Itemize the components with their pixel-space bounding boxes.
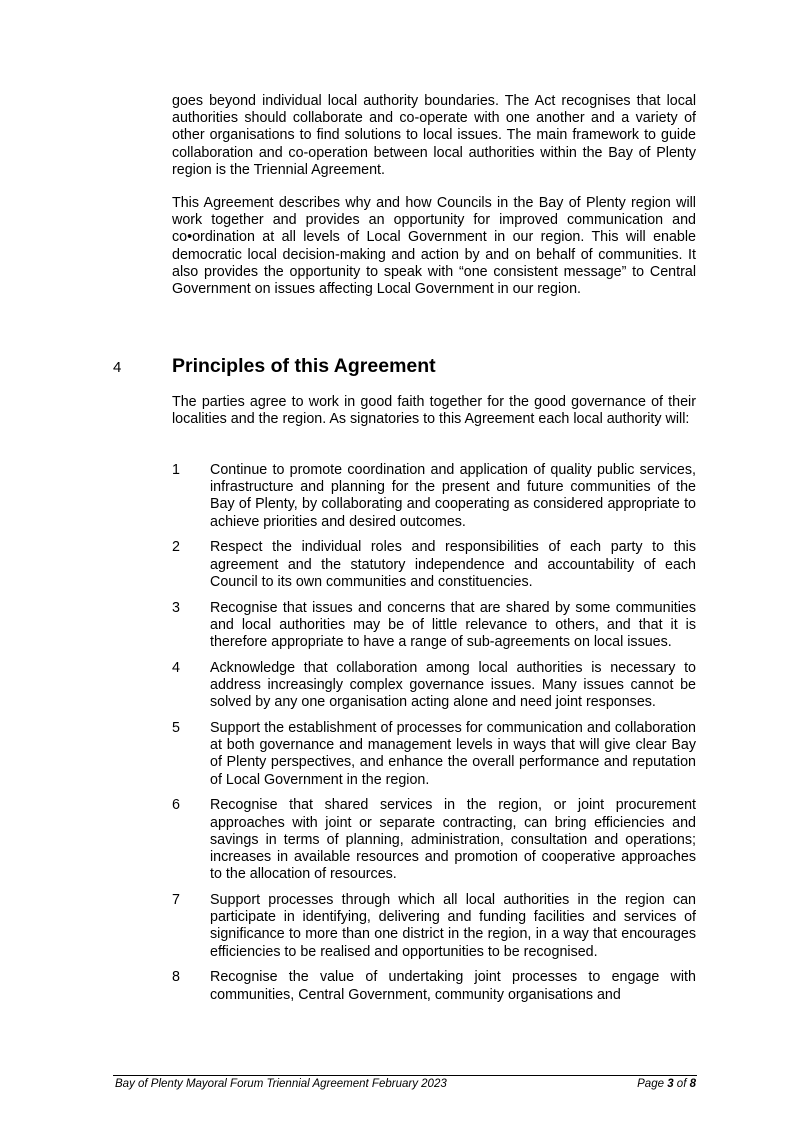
body-paragraph-2: This Agreement describes why and how Councils in the Bay of Plenty region will work together and provides an opportunity for improved communication and co•ordination at all levels of Local Government in our region. This will enable democratic local decision-making and action by and on behalf of communities. It also provides the opportunity to speak with “one consistent message” to Central Government on issues affecting Local Government in our region. — [172, 195, 696, 298]
page-label: Page — [637, 1078, 664, 1090]
list-item-number: 3 — [172, 599, 180, 616]
footer-page-number — [637, 1078, 696, 1090]
section-number: 4 — [113, 359, 122, 376]
list-item-number: 5 — [172, 720, 180, 737]
footer-title: Bay of Plenty Mayoral Forum Triennial Agreement February 2023 — [115, 1078, 447, 1090]
list-item-text: Continue to promote coordination and application of quality public services, infrastructure and planning for the present and future communities of the Bay of Plenty, by collaborating and cooperating as considered appropriate to achieve priorities and desired outcomes. — [210, 462, 696, 530]
list-item-text: Respect the individual roles and responsibilities of each party to this agreement and the statutory independence and accountability of each Council to its own communities and constituencies. — [210, 539, 696, 590]
list-item — [0, 892, 807, 961]
list-item — [0, 600, 807, 652]
list-item-number: 6 — [172, 797, 180, 814]
list-item-text: Support the establishment of processes for communication and collaboration at both governance and management levels in ways that will give clear Bay of Plenty perspectives, and enhance the overall performance and reputation of Local Government in the region. — [210, 720, 696, 788]
section-intro: The parties agree to work in good faith together for the good governance of their localities and the region. As signatories to this Agreement each local authority will: — [172, 394, 696, 428]
list-item — [0, 660, 807, 712]
list-item-number: 1 — [172, 462, 180, 478]
list-item — [0, 969, 807, 1003]
list-item-number: 4 — [172, 659, 180, 676]
section-heading — [0, 355, 807, 381]
list-item-text: Recognise that issues and concerns that are shared by some communities and local authorities may be of little relevance to others, and that it is therefore appropriate to have a range of sub-agreements on local issues. — [210, 599, 696, 651]
page-current: 3 — [667, 1078, 674, 1090]
principles-list — [0, 462, 807, 1012]
footer-divider — [113, 1075, 697, 1076]
list-item-text: Support processes through which all local authorities in the region can participate in identifying, delivering and funding facilities and services of significance to more than one district in the region, in a way that encourages efficiencies to be realised and opportunities to be recognised. — [210, 892, 696, 960]
list-item-number: 8 — [172, 969, 180, 986]
list-item-text: Recognise that shared services in the region, or joint procurement approaches with joint or separate contracting, can bring efficiencies and savings in terms of planning, administration, consultation and operations; increases in available resources and promotion of cooperative approaches to the allocation of resources. — [210, 797, 696, 883]
list-item-number: 7 — [172, 892, 180, 909]
page-of: of — [676, 1078, 687, 1090]
list-item-text: Recognise the value of undertaking joint processes to engage with communities, Central Government, community organisations and — [210, 969, 696, 1003]
body-paragraph-1: goes beyond individual local authority boundaries. The Act recognises that local authorities should collaborate and co-operate with one another and a variety of other organisations to find solutions to local issues. The main framework to guide collaboration and co-operation between local authorities within the Bay of Plenty region is the Triennial Agreement. — [172, 93, 696, 178]
list-item-number: 2 — [172, 539, 180, 556]
section-title: Principles of this Agreement — [172, 355, 436, 377]
list-item-text: Acknowledge that collaboration among local authorities is necessary to address increasingly complex governance issues. Many issues cannot be solved by any one organisation acting alone and need joint responses. — [210, 659, 696, 711]
list-item — [0, 539, 807, 591]
list-item — [0, 797, 807, 883]
list-item — [0, 462, 807, 531]
page-total: 8 — [689, 1078, 696, 1090]
list-item — [0, 720, 807, 789]
